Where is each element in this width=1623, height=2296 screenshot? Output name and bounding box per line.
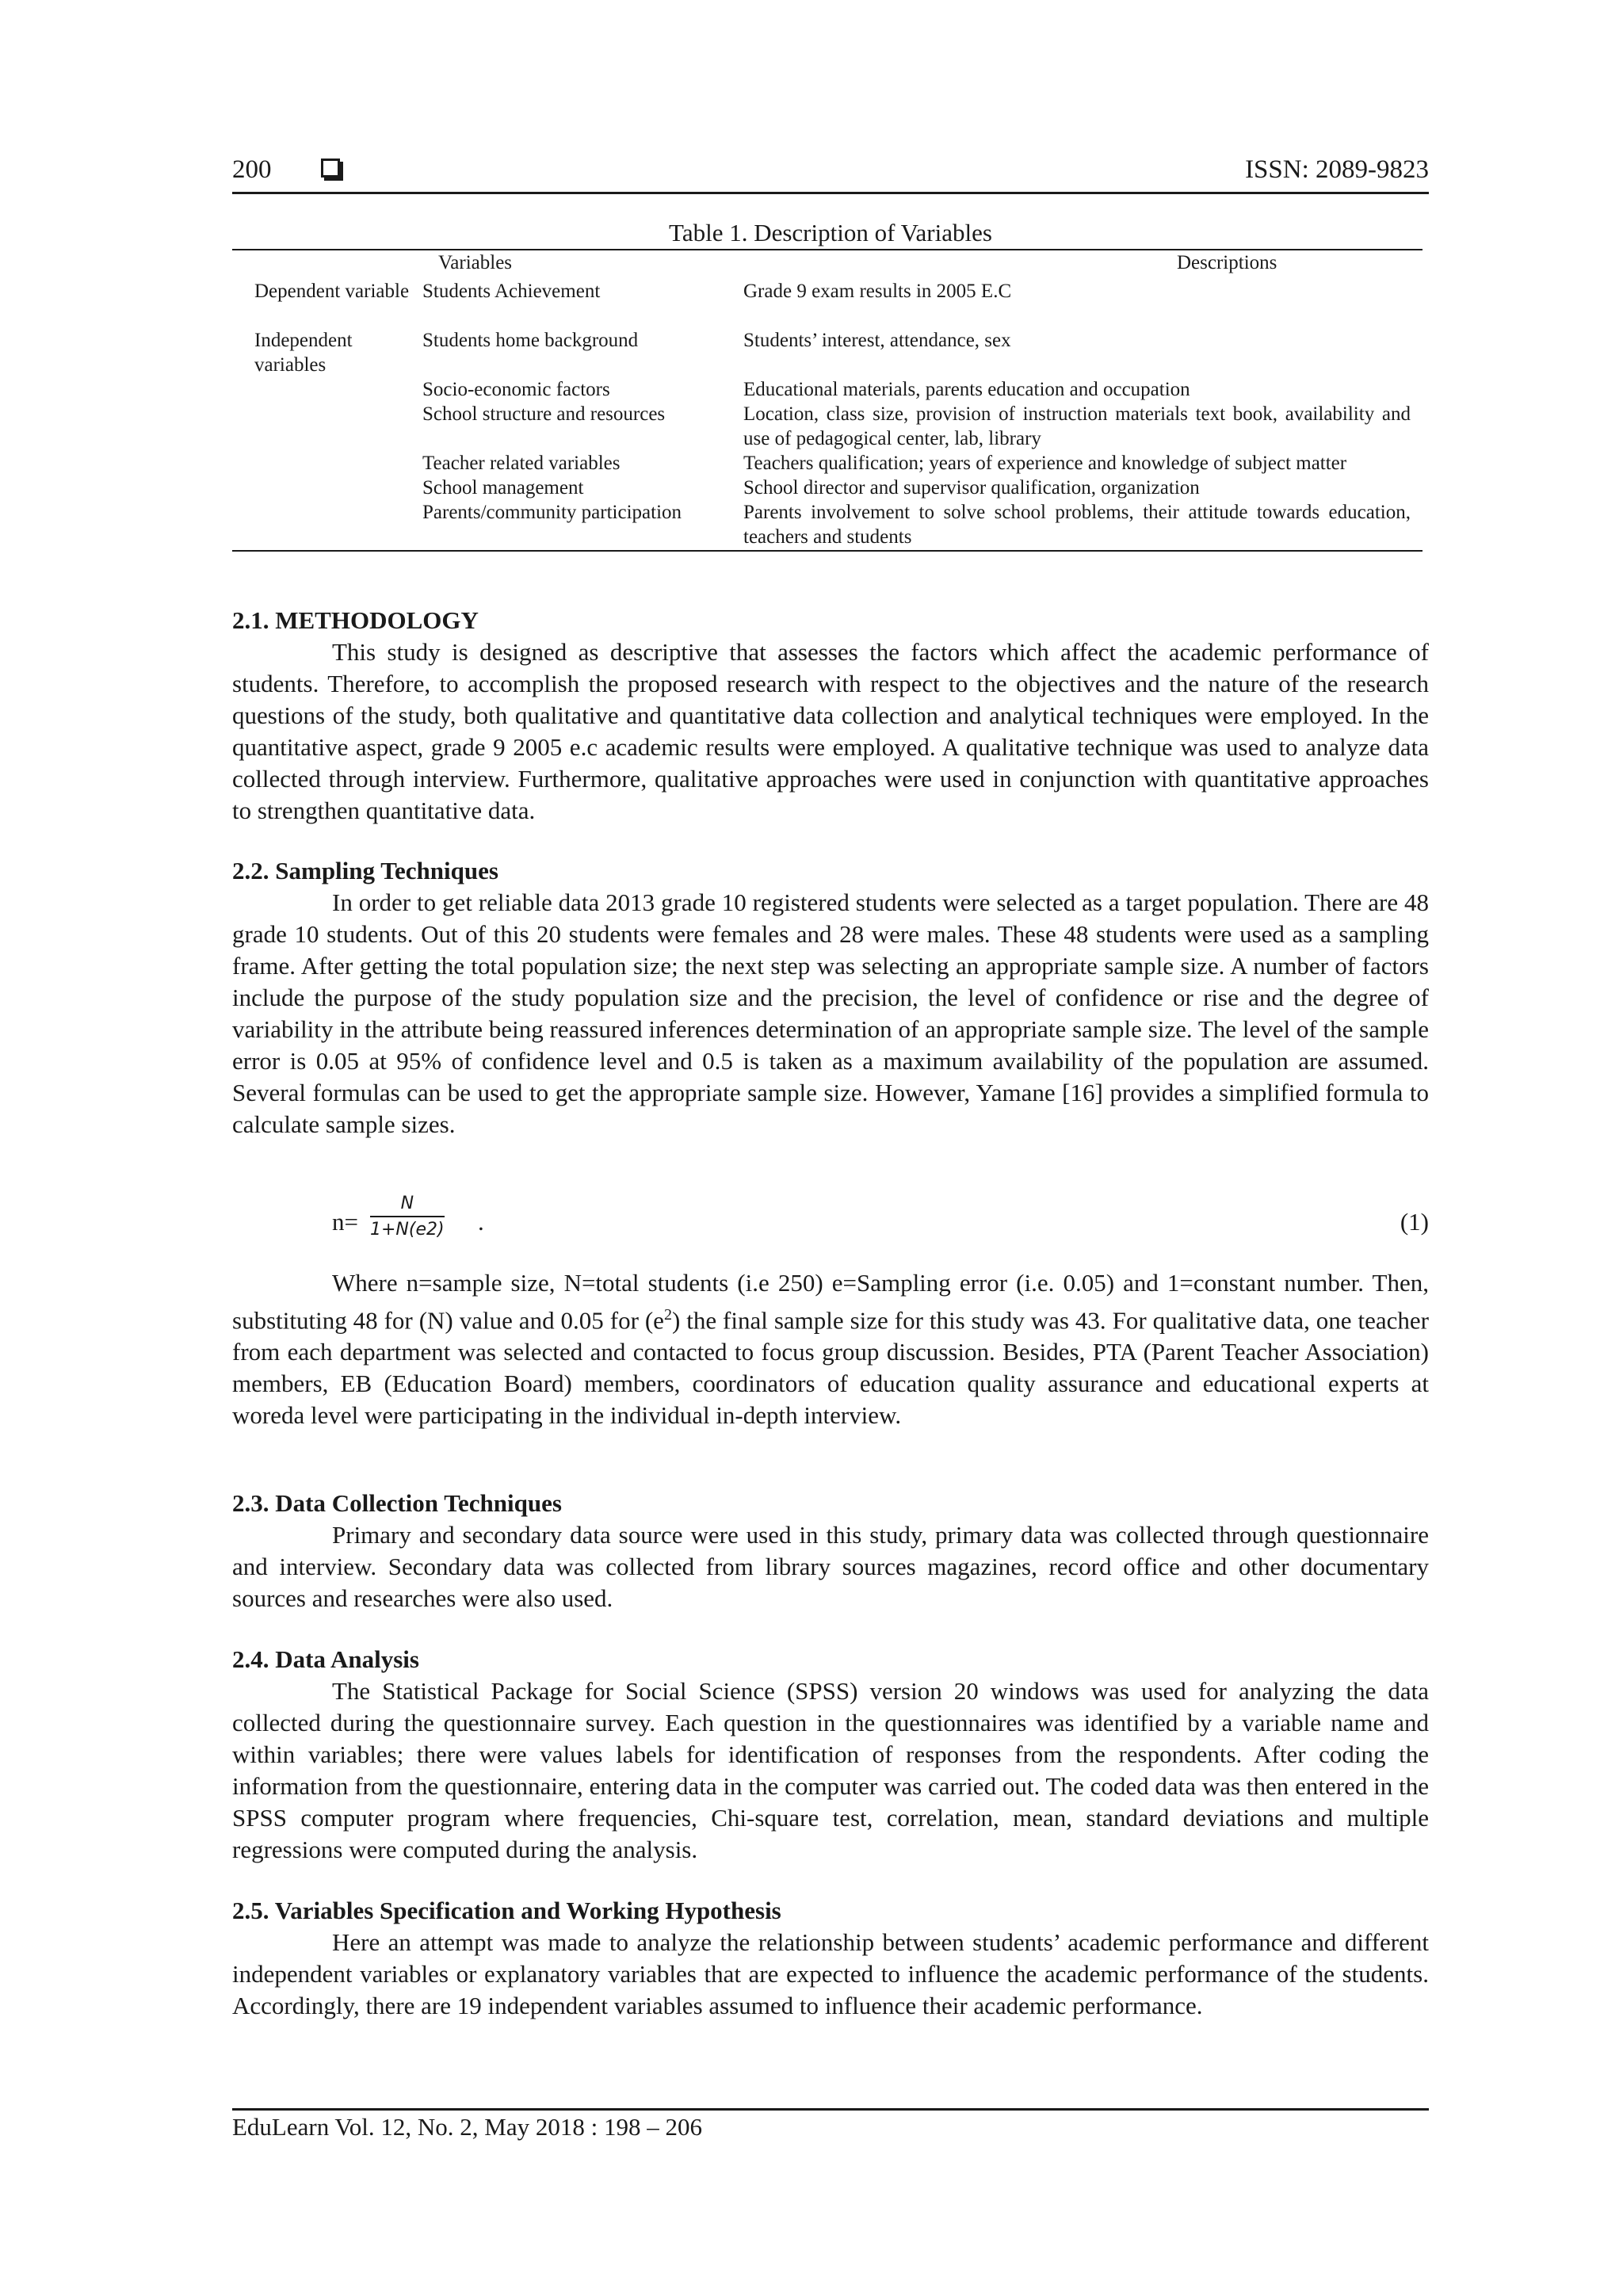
section-paragraph: This study is designed as descriptive that assesses the factors which affect the academic performance of students. Therefore, to accomplish the proposed research with respect to the objectives and the nature of the research questions of the study, both qualitative and quantitative data collection and analytical techniques were employed. In the quantitative aspect, grade 9 2005 e.c academic results were employed. A qualitative technique was used to analyze data collected through interview. Furthermore, qualitative approaches were used in conjunction with quantitative approaches to strengthen quantitative data. [232, 638, 1429, 824]
row-variable: Socio-economic factors [422, 379, 610, 400]
table-caption: Table 1. Description of Variables [669, 219, 992, 246]
row-variable: Parents/community participation [422, 502, 682, 523]
row-group: Dependent variable [254, 281, 410, 302]
col-header-descriptions: Descriptions [1177, 252, 1277, 273]
text-run: Where n=sample size, N=total students (i.e 250) e=Sampling error (i.e. 0.05) and 1=constant number. Then, substituting 48 for (N) value and 0.05 for (e [232, 1269, 1429, 1335]
section-variables-specification [232, 1895, 1429, 2022]
equation-numerator: N [370, 1192, 445, 1217]
row-description: Students’ interest, attendance, sex [743, 330, 1011, 351]
section-data-collection [232, 1488, 1429, 1614]
footer-rule [232, 2108, 1429, 2111]
row-variable: Students home background [422, 330, 639, 351]
text-run: ) the final sample size for this study was 43. For qualitative data, one teacher from each department was selected and contacted to focus group discussion. Besides, PTA (Parent Teacher Association) members, EB (Education Board) members, coordinators of education quality assurance and educational experts at woreda level were participating in the individual in-depth interview. [232, 1306, 1429, 1430]
equation-period: . [478, 1208, 484, 1236]
running-header [232, 155, 1429, 195]
equation-denominator: 1+N(e2) [370, 1220, 445, 1240]
col-header-variables: Variables [438, 252, 513, 273]
page-number: 200 [232, 155, 272, 184]
row-variable: School management [422, 477, 584, 499]
section-paragraph: In order to get reliable data 2013 grade 10 registered students were selected as a target population. There are 48 grade 10 students. Out of this 20 students were females and 28 were males. These 48 students were used as a sampling frame. After getting the total population size; the next step was selecting an appropriate sample size. A number of factors include the purpose of the study population size and the precision, the level of confidence or rise and the degree of variability in the attribute being reassured inferences determination of an appropriate sample size. The level of the sample error is 0.05 at 95% of confidence level and 0.5 is taken as a maximum availability of the population are assumed. Several formulas can be used to get the appropriate sample size. However, Yamane [16] provides a simplified formula to calculate sample sizes. [232, 888, 1429, 1138]
section-heading: 2.3. Data Collection Techniques [232, 1489, 562, 1517]
square-bullet-icon [321, 159, 340, 178]
table-bottom-rule [232, 550, 1423, 552]
row-description: Grade 9 exam results in 2005 E.C [743, 281, 1012, 302]
equation-fraction [370, 1192, 445, 1243]
section-heading: 2.4. Data Analysis [232, 1645, 419, 1673]
section-heading: 2.5. Variables Specification and Working Hypothesis [232, 1897, 781, 1924]
superscript: 2 [663, 1306, 672, 1324]
section-heading: 2.2. Sampling Techniques [232, 857, 498, 884]
section-sampling [232, 855, 1429, 1140]
row-description: Location, class size, provision of instruction materials text book, availability and use of pedagogical center, lab, library [743, 403, 1411, 449]
row-description: School director and supervisor qualification, organization [743, 477, 1200, 499]
row-description: Educational materials, parents education and occupation [743, 379, 1190, 400]
section-paragraph: Here an attempt was made to analyze the relationship between students’ academic performance and different independent variables or explanatory variables that are expected to influence the academic performance of the students. Accordingly, there are 19 independent variables assumed to influence their academic performance. [232, 1928, 1429, 2019]
row-variable: Teacher related variables [422, 453, 621, 474]
header-rule [232, 192, 1429, 194]
section-methodology [232, 605, 1429, 827]
row-description: Teachers qualification; years of experience and knowledge of subject matter [743, 453, 1347, 474]
journal-footer: EduLearn Vol. 12, No. 2, May 2018 : 198 – 206 [232, 2113, 702, 2141]
equation-1 [332, 1189, 1429, 1252]
section-paragraph: The Statistical Package for Social Science (SPSS) version 20 windows was used for analyzing the data collected during the questionnaire survey. Each question in the questionnaires was identified by a variable name and within variables; there were values labels for identification of responses from the respondents. After coding the information from the questionnaire, entering data in the computer was carried out. The coded data was then entered in the SPSS computer program where frequencies, Chi-square test, correlation, mean, standard deviations and multiple regressions were computed during the analysis. [232, 1677, 1429, 1863]
row-variable: Students Achievement [422, 281, 601, 302]
section-data-analysis [232, 1644, 1429, 1866]
section-paragraph [232, 1267, 1429, 1431]
section-heading: 2.1. METHODOLOGY [232, 606, 479, 634]
row-group: Independent variables [254, 330, 353, 376]
section-paragraph: Primary and secondary data source were used in this study, primary data was collected through questionnaire and interview. Secondary data was collected from library sources magazines, record office and other documentary sources and researches were also used. [232, 1521, 1429, 1612]
row-variable: School structure and resources [422, 403, 666, 425]
section-sampling-continued [232, 1267, 1429, 1431]
row-description: Parents involvement to solve school problems, their attitude towards education, teachers and students [743, 502, 1411, 548]
equation-number: (1) [1400, 1208, 1429, 1236]
equation-lhs: n= [332, 1208, 358, 1236]
issn: ISSN: 2089-9823 [1245, 155, 1429, 184]
